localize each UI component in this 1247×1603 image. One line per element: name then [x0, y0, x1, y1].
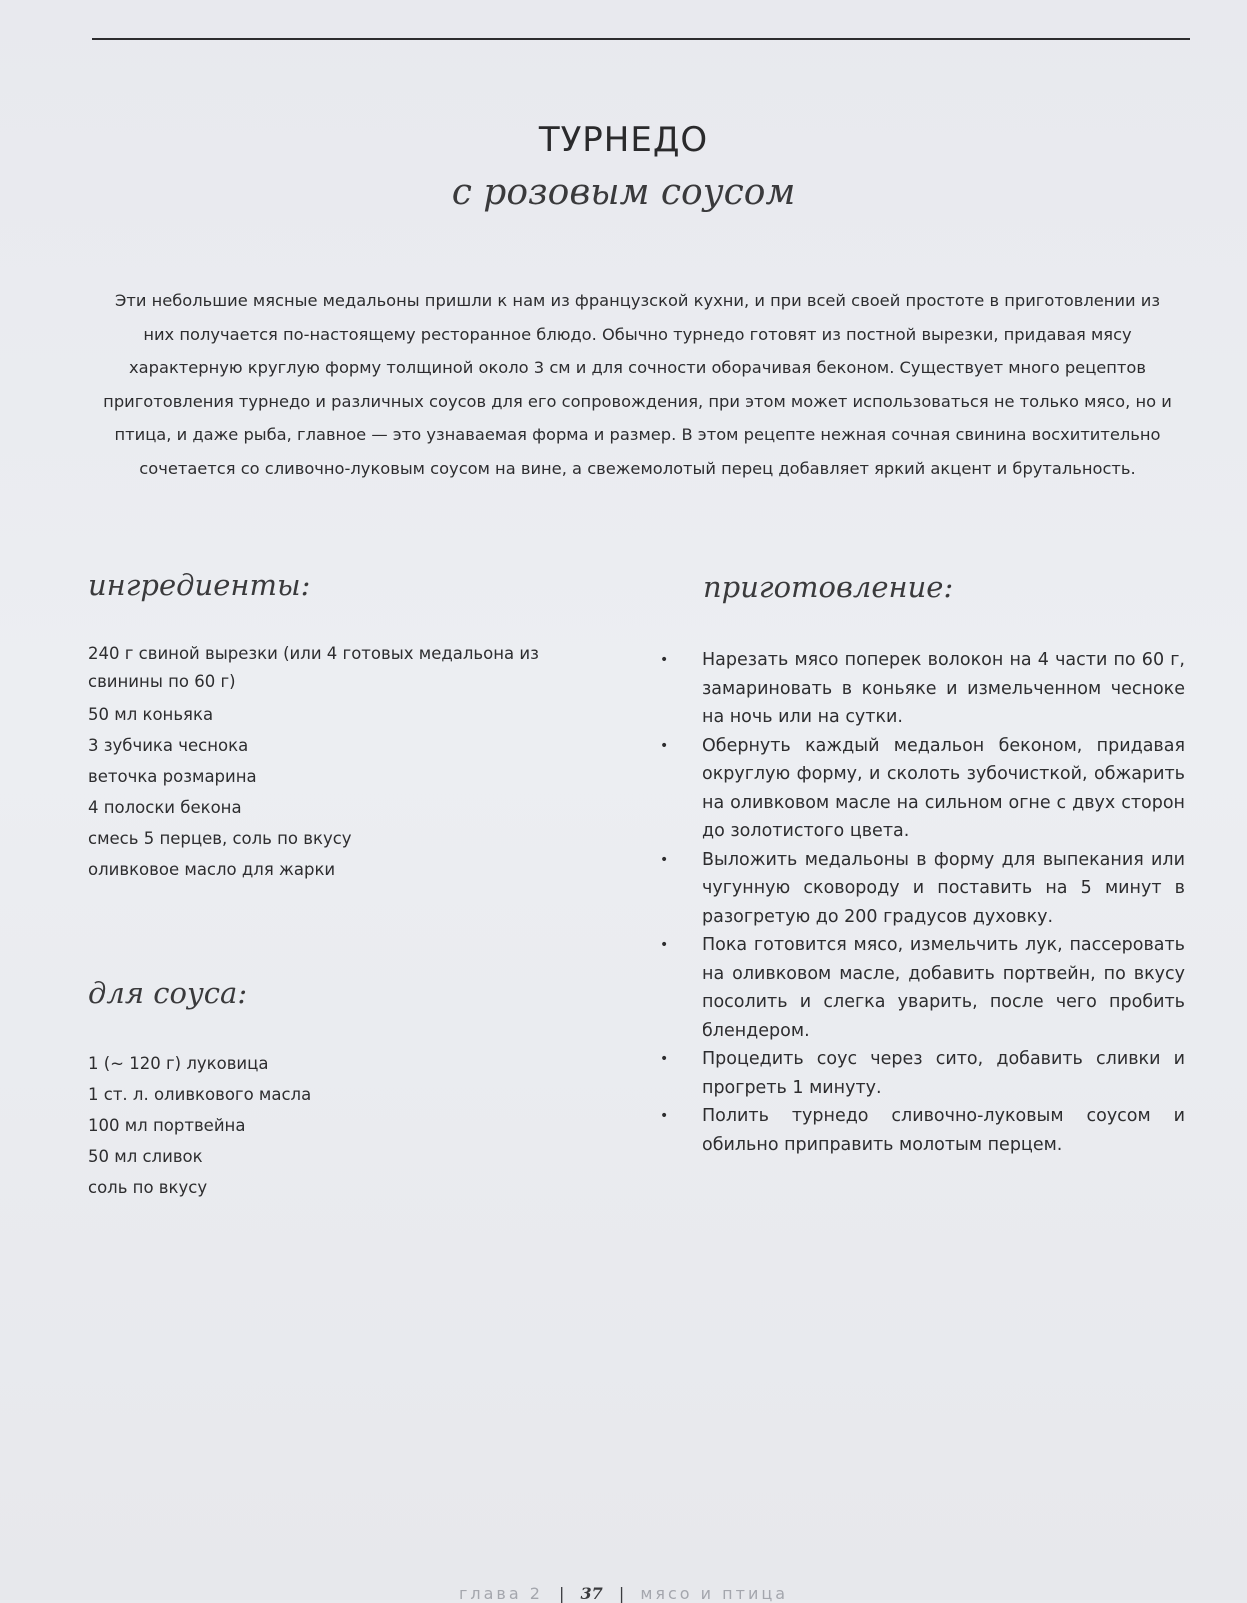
- ingredient-item: веточка розмарина: [88, 767, 257, 786]
- method-step: [660, 1102, 1185, 1159]
- method-step-text: Обернуть каждый медальон беконом, придавая округлую форму, и сколоть зубочисткой, обжарить на оливковом масле на сильном огне с двух сторон до золотистого цвета.: [702, 735, 1185, 841]
- method-step-text: Пока готовится мясо, измельчить лук, пассеровать на оливковом масле, добавить портвейн, по вкусу посолить и слегка уварить, после чего пробить блендером.: [702, 935, 1185, 1041]
- ingredients-list: [88, 640, 548, 885]
- ingredient-item: 3 зубчика чеснока: [88, 736, 249, 755]
- top-rule: [92, 38, 1190, 40]
- method-step: [660, 931, 1185, 1045]
- bullet-icon: •: [660, 851, 669, 868]
- method-steps-list: [660, 646, 1185, 1159]
- ingredient-item: 240 г свиной вырезки (или 4 готовых медальона из свинины по 60 г): [88, 644, 539, 691]
- sauce-heading: для соуса:: [88, 976, 248, 1010]
- method-step: [660, 846, 1185, 932]
- bullet-icon: •: [660, 1051, 669, 1067]
- method-heading: приготовление:: [703, 570, 954, 604]
- footer-section: мясо и птица: [640, 1584, 789, 1603]
- sauce-item: соль по вкусу: [88, 1178, 208, 1197]
- ingredient-item: смесь 5 перцев, соль по вкусу: [88, 829, 352, 848]
- recipe-intro: Эти небольшие мясные медальоны пришли к нам из французской кухни, и при всей своей простоте в приготовлении из них получается по-настоящему ресторанное блюдо. Обычно турнедо готовят из постной вырезки, придавая мясу характерную круглую форму толщиной около 3 см и для сочности оборачивая беконом. Существует много рецептов приготовления турнедо и различных соусов для его сопровождения, при этом может использоваться не только мясо, но и птица, и даже рыба, главное — это узнаваемая форма и размер. В этом рецепте нежная сочная свинина восхитительно сочетается со сливочно-луковым соусом на вине, а свежемолотый перец добавляет яркий акцент и брутальность.: [103, 291, 1172, 478]
- ingredient-item: оливковое масло для жарки: [88, 860, 336, 879]
- bullet-icon: •: [660, 652, 669, 668]
- recipe-title: ТУРНЕДО: [538, 120, 709, 160]
- bullet-icon: •: [660, 737, 669, 754]
- recipe-subtitle: с розовым соусом: [451, 172, 796, 213]
- method-step: [660, 732, 1185, 846]
- ingredient-item: 50 мл коньяка: [88, 705, 214, 724]
- ingredients-heading: ингредиенты:: [88, 568, 311, 602]
- method-step-text: Процедить соус через сито, добавить сливки и прогреть 1 минуту.: [702, 1049, 1185, 1098]
- method-step-text: Полить турнедо сливочно-луковым соусом и обильно приправить молотым перцем.: [702, 1106, 1185, 1155]
- method-step: [660, 646, 1185, 732]
- footer-separator: |: [618, 1584, 625, 1603]
- ingredient-item: 4 полоски бекона: [88, 798, 242, 817]
- sauce-item: 100 мл портвейна: [88, 1116, 246, 1135]
- bullet-icon: •: [660, 937, 669, 953]
- footer-chapter: глава 2: [458, 1584, 543, 1603]
- sauce-ingredients-list: [88, 1048, 548, 1203]
- sauce-item: 1 (~ 120 г) луковица: [88, 1054, 269, 1073]
- sauce-item: 50 мл сливок: [88, 1147, 203, 1166]
- bullet-icon: •: [660, 1108, 669, 1124]
- method-step-text: Нарезать мясо поперек волокон на 4 части по 60 г, замариновать в коньяке и измельченном чесноке на ночь или на сутки.: [702, 650, 1185, 727]
- footer-separator: |: [558, 1584, 565, 1603]
- page-number: 37: [580, 1584, 603, 1603]
- method-step: [660, 1045, 1185, 1102]
- page-footer: [0, 1584, 1247, 1603]
- method-step-text: Выложить медальоны в форму для выпекания или чугунную сковороду и поставить на 5 минут в разогретую до 200 градусов духовку.: [702, 849, 1185, 927]
- sauce-item: 1 ст. л. оливкового масла: [88, 1085, 312, 1104]
